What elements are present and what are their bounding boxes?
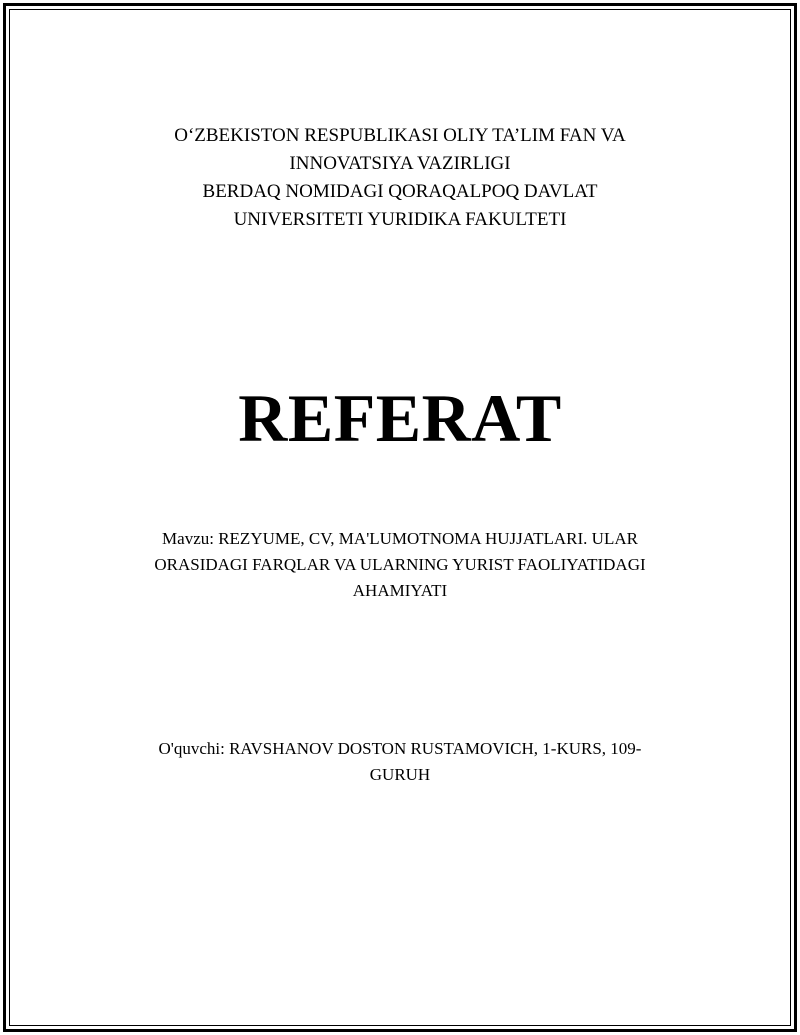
institution-line: INNOVATSIYA VAZIRLIGI [289, 153, 511, 174]
topic-block [0, 526, 800, 604]
student-line: O'quvchi: RAVSHANOV DOSTON RUSTAMOVICH, 1-KURS, 109- [158, 739, 642, 758]
topic-line: Mavzu: REZYUME, CV, MA'LUMOTNOMA HUJJATLARI. ULAR [162, 529, 638, 548]
institution-line: BERDAQ NOMIDAGI QORAQALPOQ DAVLAT [202, 181, 598, 202]
institution-header [0, 122, 800, 234]
student-info [0, 736, 800, 788]
document-title: REFERAT [238, 380, 562, 456]
student-line: GURUH [369, 765, 431, 784]
topic-line: ORASIDAGI FARQLAR VA ULARNING YURIST FAOLIYATIDAGI [154, 555, 646, 574]
institution-line: O‘ZBEKISTON RESPUBLIKASI OLIY TA’LIM FAN VA [174, 125, 626, 146]
institution-line: UNIVERSITETI YURIDIKA FAKULTETI [233, 209, 567, 230]
topic-line: AHAMIYATI [352, 581, 448, 600]
